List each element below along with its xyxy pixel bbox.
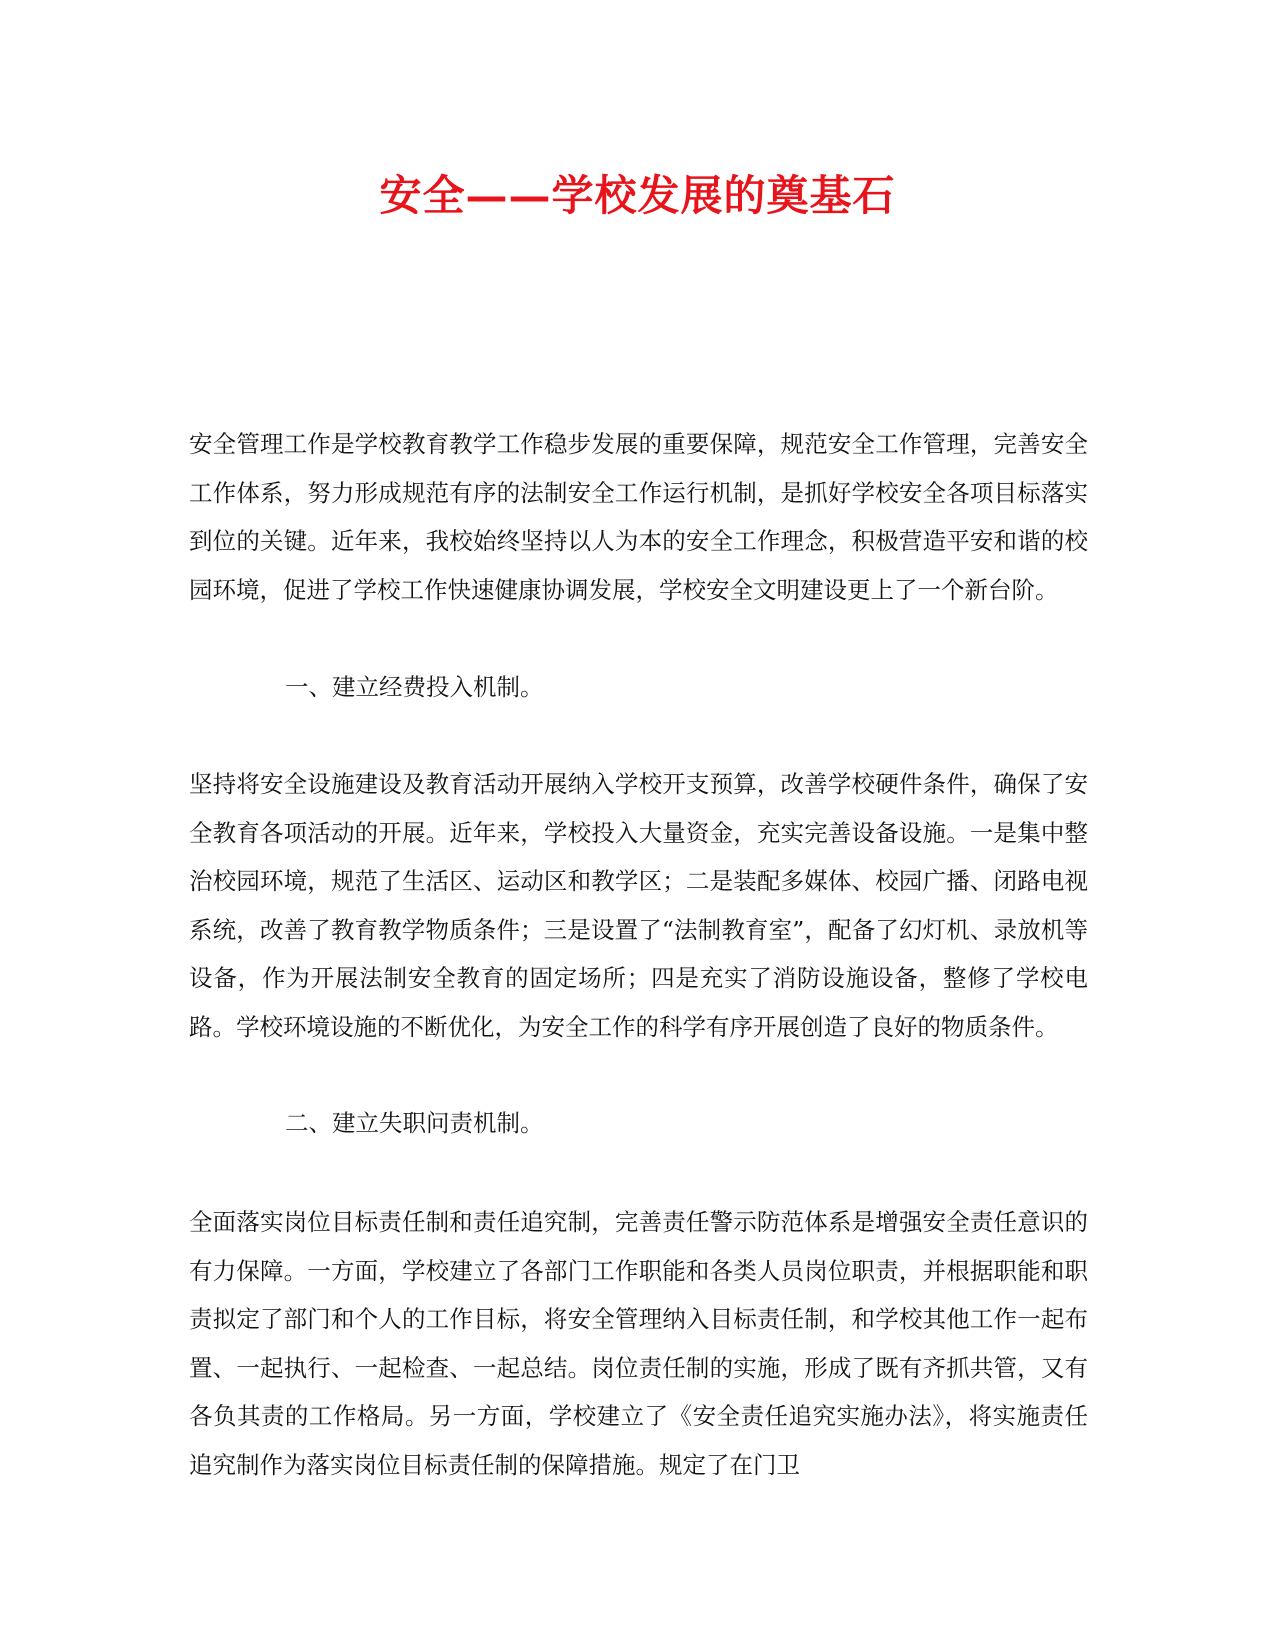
document-title: 安全——学校发展的奠基石: [379, 171, 896, 220]
paragraph-intro: 安全管理工作是学校教育教学工作稳步发展的重要保障，规范安全工作管理，完善安全工作体系，努力形成规范有序的法制安全工作运行机制，是抓好学校安全各项目标落实到位的关键。近年来，我校始终坚持以人为本的安全工作理念，积极营造平安和谐的校园环境，促进了学校工作快速健康协调发展，学校安全文明建设更上了一个新台阶。: [189, 430, 1088, 604]
paragraph-accountability: 全面落实岗位目标责任制和责任追究制，完善责任警示防范体系是增强安全责任意识的有力保障。一方面，学校建立了各部门工作职能和各类人员岗位职责，并根据职能和职责拟定了部门和个人的工作目标，将安全管理纳入目标责任制，和学校其他工作一起布置、一起执行、一起检查、一起总结。岗位责任制的实施，形成了既有齐抓共管，又有各负其责的工作格局。另一方面，学校建立了《安全责任追究实施办法》，将实施责任追究制作为落实岗位目标责任制的保障措施。规定了在门卫: [189, 1208, 1088, 1479]
section-heading-1: 一、建立经费投入机制。: [285, 673, 544, 701]
section-heading-2: 二、建立失职问责机制。: [285, 1109, 544, 1137]
paragraph-funding: 坚持将安全设施建设及教育活动开展纳入学校开支预算，改善学校硬件条件，确保了安全教育各项活动的开展。近年来，学校投入大量资金，充实完善设备设施。一是集中整治校园环境，规范了生活区、运动区和教学区；二是装配多媒体、校园广播、闭路电视系统，改善了教育教学物质条件；三是设置了“法制教育室”，配备了幻灯机、录放机等设备，作为开展法制安全教育的固定场所；四是充实了消防设施设备，整修了学校电路。学校环境设施的不断优化，为安全工作的科学有序开展创造了良好的物质条件。: [189, 770, 1088, 1041]
